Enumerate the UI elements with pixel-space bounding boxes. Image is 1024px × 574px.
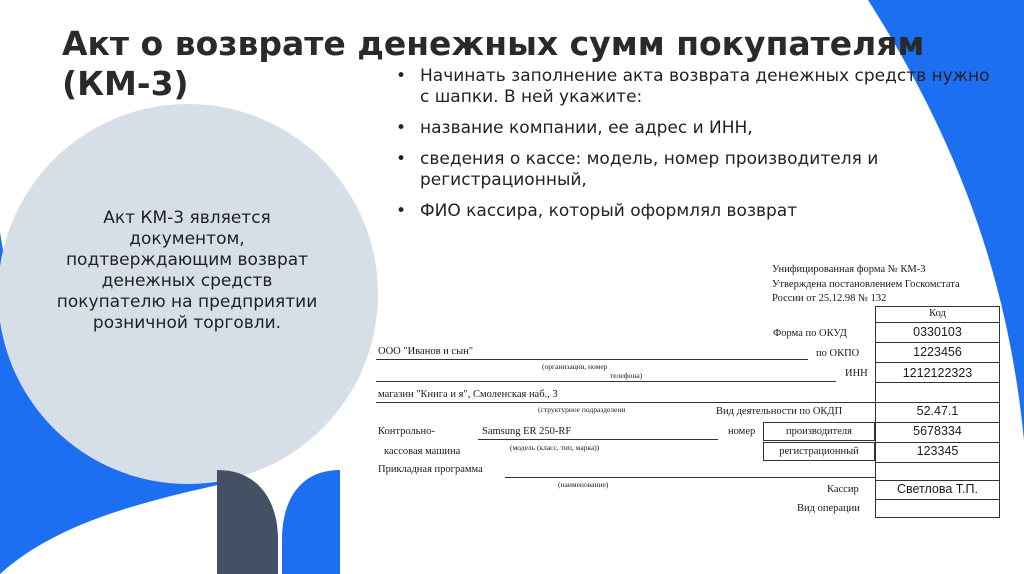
slide-title-line2: (КМ-3) <box>62 64 189 103</box>
code-divider <box>875 499 1000 500</box>
bullet-dot-icon: • <box>396 149 407 169</box>
bullet-item <box>390 149 990 191</box>
shop-underline <box>376 402 876 403</box>
code-divider <box>875 402 1000 403</box>
code-divider <box>875 462 1000 463</box>
shop-name: магазин "Книга и я", Смоленская наб., 3 <box>378 389 558 400</box>
org-caption-2: телефона) <box>610 371 643 380</box>
form-header-line1: Унифицированная форма № КМ-3 <box>772 264 926 275</box>
kkm-model: Samsung ER 250-RF <box>482 426 572 437</box>
label-proizvoditelya: производителя <box>763 422 875 441</box>
bullet-text: название компании, ее адрес и ИНН, <box>420 118 753 138</box>
label-kassir: Кассир <box>827 484 859 495</box>
bullet-dot-icon: • <box>396 66 407 86</box>
code-manufacturer: 5678334 <box>913 424 962 438</box>
kkm-label-1: Контрольно- <box>378 426 435 437</box>
org-name: ООО "Иванов и сын" <box>378 346 474 357</box>
code-divider <box>875 480 1000 481</box>
program-underline <box>505 477 875 478</box>
label-forma-okud: Форма по ОКУД <box>773 328 847 339</box>
org-caption-1: (организация, номер <box>542 362 608 371</box>
code-divider <box>875 442 1000 443</box>
label-nomer: номер <box>728 426 756 437</box>
instruction-bullets <box>390 66 990 232</box>
label-vid-operacii: Вид операции <box>797 503 860 514</box>
code-divider <box>875 322 1000 323</box>
form-header-line3: России от 25.12.98 № 132 <box>772 293 887 304</box>
bullet-dot-icon: • <box>396 118 407 138</box>
bullet-text: ФИО кассира, который оформлял возврат <box>420 201 798 221</box>
bullet-item <box>390 66 990 108</box>
bullet-text: Начинать заполнение акта возврата денежных средств нужно с шапки. В ней укажите: <box>420 66 990 107</box>
code-divider <box>875 362 1000 363</box>
code-registration: 123345 <box>916 444 959 458</box>
org-underline <box>376 359 808 360</box>
kkm-caption: (модель (класс, тип, марка)) <box>510 443 600 452</box>
code-cashier: Светлова Т.П. <box>896 482 978 496</box>
slide-title-line1: Акт о возврате денежных сумм покупателям <box>62 24 925 63</box>
bullet-item <box>390 118 990 139</box>
leaf-blue <box>282 470 340 574</box>
label-vid-deyatelnosti: Вид деятельности по ОКДП <box>716 406 843 417</box>
program-caption: (наименование) <box>558 480 609 489</box>
code-divider <box>875 382 1000 383</box>
code-divider <box>875 342 1000 343</box>
code-okpo: 1223456 <box>913 345 962 359</box>
form-header-line2: Утверждена постановлением Госкомстата <box>772 279 960 290</box>
kkm-label-2: кассовая машина <box>384 446 461 457</box>
km3-form-image <box>370 258 1020 520</box>
bullet-text: сведения о кассе: модель, номер производителя и регистрационный, <box>420 149 879 190</box>
label-inn: ИНН <box>845 368 868 379</box>
kkm-underline <box>478 439 718 440</box>
org-line-2 <box>376 381 836 382</box>
leaf-dark <box>217 470 278 574</box>
code-inn: 1212122323 <box>902 366 973 380</box>
bullet-item <box>390 201 990 222</box>
code-header: Код <box>929 308 946 319</box>
label-po-okpo: по ОКПО <box>816 348 860 359</box>
code-divider <box>875 422 1000 423</box>
label-registracionny: регистрационный <box>763 442 875 461</box>
circle-description: Акт КМ-3 является документом, подтверждающим возврат денежных средств покупателю на предприятии розничной торговли. <box>56 208 318 333</box>
code-okud: 0330103 <box>913 325 962 339</box>
program-label: Прикладная программа <box>378 464 483 475</box>
shop-caption: (структурное подразделени <box>538 405 626 414</box>
bullet-dot-icon: • <box>396 201 407 221</box>
code-okdp: 52.47.1 <box>916 404 959 418</box>
